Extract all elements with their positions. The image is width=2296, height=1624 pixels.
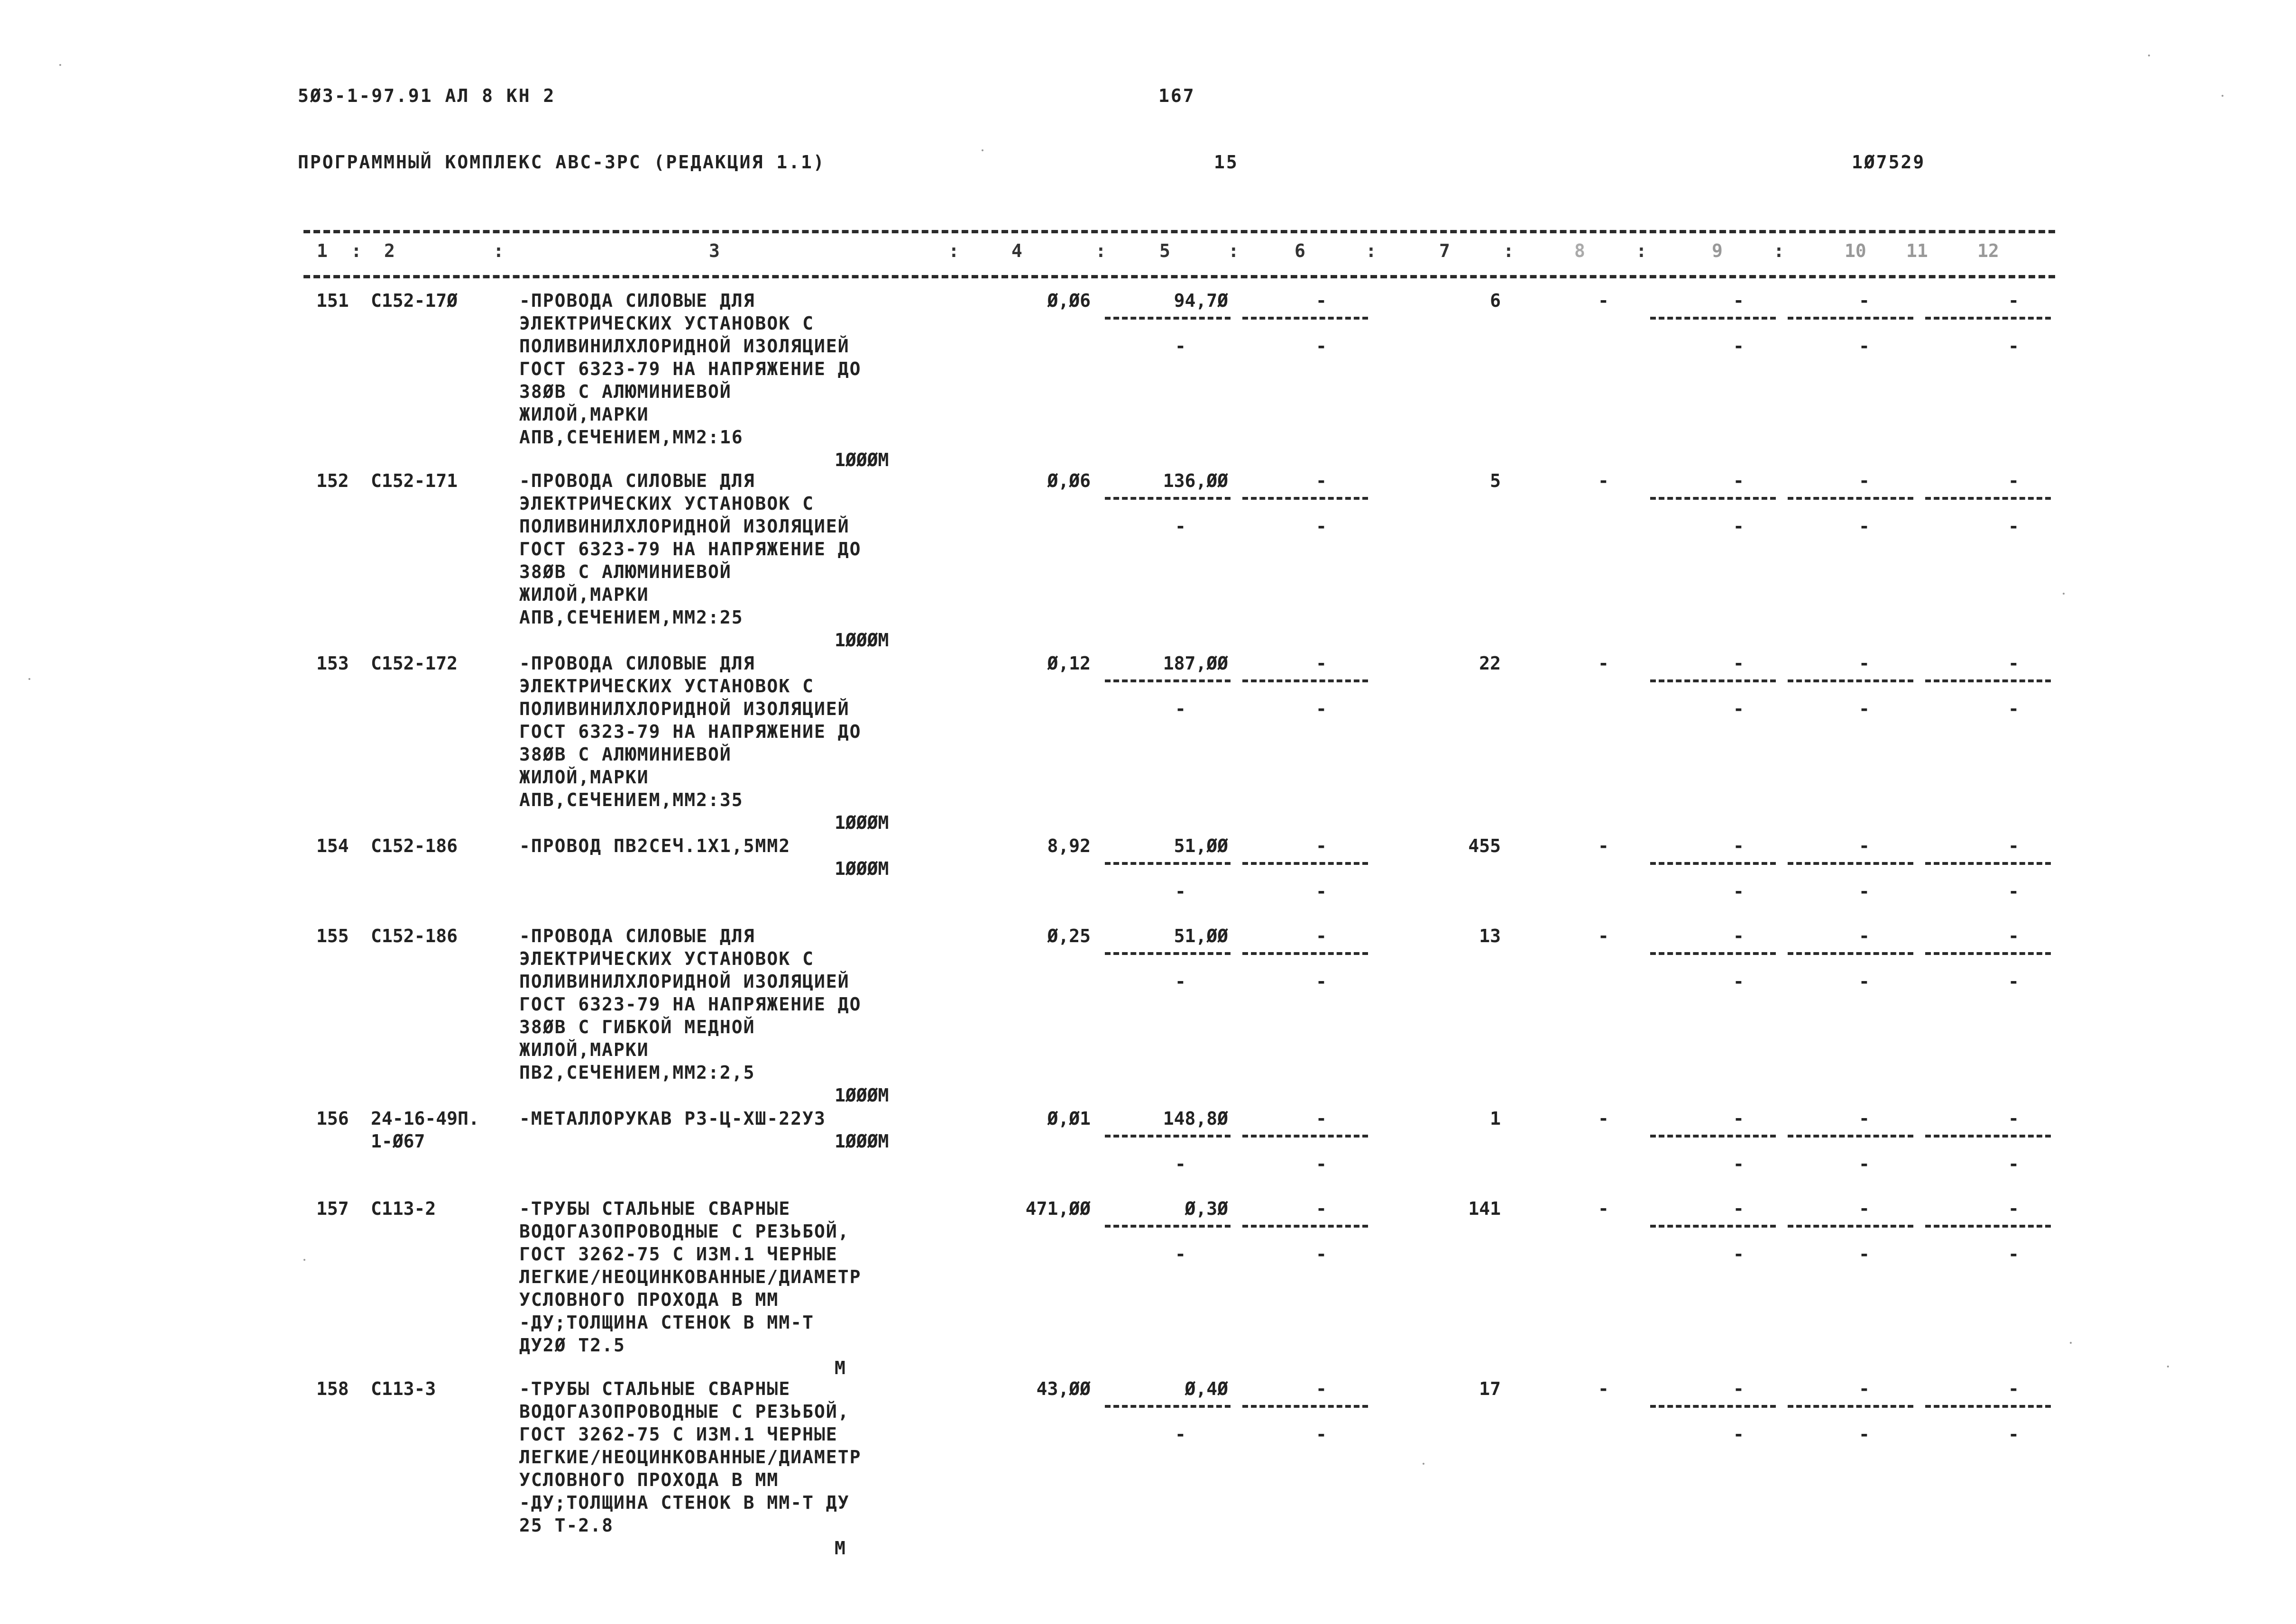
cell-col8: - bbox=[1598, 1378, 1609, 1399]
cell-col10-sub: - bbox=[1859, 516, 1870, 537]
cell-divider bbox=[1242, 497, 1368, 500]
cell-divider bbox=[1105, 679, 1231, 682]
cell-col4: Ø,Ø1 bbox=[1047, 1108, 1091, 1129]
cell-col11: - bbox=[2008, 835, 2019, 856]
cell-col9: - bbox=[1733, 1378, 1744, 1399]
cell-col9-sub: - bbox=[1733, 516, 1744, 537]
cell-col7: 13 bbox=[1479, 926, 1501, 946]
cell-divider bbox=[1650, 1135, 1776, 1138]
row-description: -ПРОВОДА СИЛОВЫЕ ДЛЯ ЭЛЕКТРИЧЕСКИХ УСТАНОВОК С ПОЛИВИНИЛХЛОРИДНОЙ ИЗОЛЯЦИЕЙ ГОСТ 6323-79 НА НАПРЯЖЕНИЕ ДО 38ØВ С АЛЮМИНИЕВОЙ ЖИЛОЙ,МАРКИ АПВ,СЕЧЕНИЕМ,ММ2:35 bbox=[519, 653, 862, 810]
cell-divider bbox=[1242, 679, 1368, 682]
column-header: 10 bbox=[1845, 240, 1866, 261]
row-code: С113-2 bbox=[371, 1198, 436, 1219]
cell-col8: - bbox=[1598, 1108, 1609, 1129]
cell-col7: 17 bbox=[1479, 1378, 1501, 1399]
column-header: 11 bbox=[1906, 240, 1928, 261]
cell-col8: - bbox=[1598, 653, 1609, 674]
cell-col4: Ø,Ø6 bbox=[1047, 290, 1091, 311]
table-head-rule bbox=[303, 275, 2055, 278]
cell-col7: 1 bbox=[1490, 1108, 1501, 1129]
column-header: 5 bbox=[1159, 240, 1170, 261]
cell-col5-sub: - bbox=[1175, 971, 1186, 992]
cell-divider bbox=[1788, 679, 1913, 682]
cell-col5: Ø,4Ø bbox=[1185, 1378, 1228, 1399]
cell-divider bbox=[1650, 952, 1776, 955]
cell-col8: - bbox=[1598, 926, 1609, 946]
cell-col9: - bbox=[1733, 653, 1744, 674]
cell-col10-sub: - bbox=[1859, 1154, 1870, 1174]
row-number: 151 bbox=[316, 290, 349, 311]
scan-speck bbox=[59, 64, 61, 66]
cell-col4: 8,92 bbox=[1047, 835, 1091, 856]
cell-col6-sub: - bbox=[1316, 516, 1327, 537]
cell-col4: 43,ØØ bbox=[1036, 1378, 1091, 1399]
cell-col9-sub: - bbox=[1733, 881, 1744, 902]
cell-col9-sub: - bbox=[1733, 1244, 1744, 1265]
cell-col6: - bbox=[1316, 470, 1327, 491]
scan-speck bbox=[982, 149, 983, 151]
cell-col11: - bbox=[2008, 470, 2019, 491]
cell-col5-sub: - bbox=[1175, 881, 1186, 902]
row-number: 154 bbox=[316, 835, 349, 856]
column-header: 4 bbox=[1011, 240, 1022, 261]
cell-divider bbox=[1105, 952, 1231, 955]
cell-divider bbox=[1925, 1225, 2051, 1228]
cell-divider bbox=[1650, 1225, 1776, 1228]
cell-divider bbox=[1788, 1405, 1913, 1408]
cell-col5: 51,ØØ bbox=[1174, 835, 1228, 856]
cell-col5: 148,8Ø bbox=[1163, 1108, 1228, 1129]
cell-col9: - bbox=[1733, 1108, 1744, 1129]
row-description: -ТРУБЫ СТАЛЬНЫЕ СВАРНЫЕ ВОДОГАЗОПРОВОДНЫЕ С РЕЗЬБОЙ, ГОСТ 3262-75 С ИЗМ.1 ЧЕРНЫЕ ЛЕГКИЕ/НЕОЦИНКОВАННЫЕ/ДИАМЕТР УСЛОВНОГО ПРОХОДА В ММ -ДУ;ТОЛЩИНА СТЕНОК В ММ-Т ДУ 25 Т-2.8 bbox=[519, 1378, 862, 1536]
cell-divider bbox=[1242, 1135, 1368, 1138]
cell-divider bbox=[1242, 317, 1368, 320]
cell-col11: - bbox=[2008, 1198, 2019, 1219]
cell-col5-sub: - bbox=[1175, 1244, 1186, 1265]
cell-col10: - bbox=[1859, 290, 1870, 311]
cell-col8: - bbox=[1598, 470, 1609, 491]
cell-col7: 455 bbox=[1468, 835, 1501, 856]
scan-speck bbox=[2222, 95, 2223, 97]
cell-col6-sub: - bbox=[1316, 881, 1327, 902]
cell-col10: - bbox=[1859, 1378, 1870, 1399]
cell-divider bbox=[1788, 862, 1913, 865]
cell-col4: 471,ØØ bbox=[1025, 1198, 1091, 1219]
cell-col9-sub: - bbox=[1733, 1154, 1744, 1174]
cell-col5: 94,7Ø bbox=[1174, 290, 1228, 311]
scan-speck bbox=[1423, 1463, 1424, 1465]
scan-speck bbox=[2063, 593, 2065, 595]
cell-divider bbox=[1650, 1405, 1776, 1408]
cell-col9-sub: - bbox=[1733, 971, 1744, 992]
cell-divider bbox=[1105, 1135, 1231, 1138]
cell-col11: - bbox=[2008, 1378, 2019, 1399]
cell-divider bbox=[1925, 1405, 2051, 1408]
cell-col5-sub: - bbox=[1175, 516, 1186, 537]
row-number: 155 bbox=[316, 926, 349, 946]
cell-col6: - bbox=[1316, 290, 1327, 311]
page-number: 167 bbox=[1158, 85, 1195, 106]
cell-col7: 5 bbox=[1490, 470, 1501, 491]
cell-col10-sub: - bbox=[1859, 336, 1870, 357]
cell-col7: 6 bbox=[1490, 290, 1501, 311]
cell-col11-sub: - bbox=[2008, 698, 2019, 719]
cell-col6: - bbox=[1316, 1198, 1327, 1219]
cell-col9: - bbox=[1733, 470, 1744, 491]
column-header-row: 1 : 2 : 3 : 4 : 5 : 6 : 7 : 8 : 9 : 10 11 12 bbox=[317, 240, 1999, 261]
cell-col4: Ø,12 bbox=[1047, 653, 1091, 674]
cell-divider bbox=[1925, 1135, 2051, 1138]
cell-col9-sub: - bbox=[1733, 336, 1744, 357]
column-header: 8 bbox=[1574, 240, 1585, 261]
cell-divider bbox=[1925, 497, 2051, 500]
cell-divider bbox=[1788, 497, 1913, 500]
cell-col11-sub: - bbox=[2008, 1244, 2019, 1265]
cell-col10-sub: - bbox=[1859, 971, 1870, 992]
cell-col10: - bbox=[1859, 1108, 1870, 1129]
row-description: -ПРОВОДА СИЛОВЫЕ ДЛЯ ЭЛЕКТРИЧЕСКИХ УСТАНОВОК С ПОЛИВИНИЛХЛОРИДНОЙ ИЗОЛЯЦИЕЙ ГОСТ 6323-79 НА НАПРЯЖЕНИЕ ДО 38ØВ С АЛЮМИНИЕВОЙ ЖИЛОЙ,МАРКИ АПВ,СЕЧЕНИЕМ,ММ2:25 bbox=[519, 470, 862, 628]
cell-col5: Ø,3Ø bbox=[1185, 1198, 1228, 1219]
cell-divider bbox=[1925, 317, 2051, 320]
column-header: 1 bbox=[317, 240, 328, 261]
scan-speck bbox=[303, 1259, 305, 1261]
column-header: 2 bbox=[384, 240, 395, 261]
cell-col6: - bbox=[1316, 1378, 1327, 1399]
row-code: С152-172 bbox=[371, 653, 458, 674]
scan-speck bbox=[2167, 1366, 2169, 1367]
cell-divider bbox=[1242, 1225, 1368, 1228]
row-unit: 1ØØØМ bbox=[835, 450, 889, 470]
cell-divider bbox=[1925, 952, 2051, 955]
column-header: 6 bbox=[1295, 240, 1305, 261]
cell-divider bbox=[1650, 497, 1776, 500]
row-number: 152 bbox=[316, 470, 349, 491]
row-unit: 1ØØØМ bbox=[835, 812, 889, 833]
cell-divider bbox=[1650, 679, 1776, 682]
cell-col9: - bbox=[1733, 835, 1744, 856]
row-description: -ТРУБЫ СТАЛЬНЫЕ СВАРНЫЕ ВОДОГАЗОПРОВОДНЫЕ С РЕЗЬБОЙ, ГОСТ 3262-75 С ИЗМ.1 ЧЕРНЫЕ ЛЕГКИЕ/НЕОЦИНКОВАННЫЕ/ДИАМЕТР УСЛОВНОГО ПРОХОДА В ММ -ДУ;ТОЛЩИНА СТЕНОК В ММ-Т ДУ2Ø Т2.5 bbox=[519, 1198, 862, 1356]
row-number: 153 bbox=[316, 653, 349, 674]
cell-divider bbox=[1788, 952, 1913, 955]
cell-col5-sub: - bbox=[1175, 1424, 1186, 1445]
cell-divider bbox=[1242, 1405, 1368, 1408]
cell-col5-sub: - bbox=[1175, 698, 1186, 719]
cell-divider bbox=[1105, 862, 1231, 865]
cell-divider bbox=[1105, 497, 1231, 500]
row-code: 24-16-49П. 1-Ø67 bbox=[371, 1108, 479, 1152]
cell-col8: - bbox=[1598, 1198, 1609, 1219]
document-reference: 5Ø3-1-97.91 АЛ 8 КН 2 bbox=[298, 85, 556, 106]
cell-col6-sub: - bbox=[1316, 971, 1327, 992]
row-code: С152-171 bbox=[371, 470, 458, 491]
cell-divider bbox=[1242, 862, 1368, 865]
cell-divider bbox=[1788, 1135, 1913, 1138]
cell-divider bbox=[1788, 317, 1913, 320]
cell-col11: - bbox=[2008, 926, 2019, 946]
cell-col5: 187,ØØ bbox=[1163, 653, 1228, 674]
cell-col10-sub: - bbox=[1859, 1244, 1870, 1265]
cell-col9: - bbox=[1733, 1198, 1744, 1219]
cell-col10: - bbox=[1859, 653, 1870, 674]
row-unit: 1ØØØМ bbox=[835, 630, 889, 651]
cell-col8: - bbox=[1598, 835, 1609, 856]
cell-col9: - bbox=[1733, 926, 1744, 946]
cell-col11-sub: - bbox=[2008, 336, 2019, 357]
cell-col11-sub: - bbox=[2008, 1424, 2019, 1445]
column-header: 12 bbox=[1977, 240, 1999, 261]
scan-speck bbox=[2070, 1342, 2072, 1344]
cell-col6-sub: - bbox=[1316, 336, 1327, 357]
row-description: -МЕТАЛЛОРУКАВ Р3-Ц-ХШ-22У3 bbox=[519, 1108, 826, 1129]
column-header: 9 bbox=[1712, 240, 1723, 261]
row-number: 157 bbox=[316, 1198, 349, 1219]
cell-col11-sub: - bbox=[2008, 516, 2019, 537]
cell-divider bbox=[1925, 862, 2051, 865]
row-unit: 1ØØØМ bbox=[835, 1131, 889, 1152]
cell-col11-sub: - bbox=[2008, 971, 2019, 992]
cell-divider bbox=[1650, 862, 1776, 865]
row-description: -ПРОВОД ПВ2СЕЧ.1Х1,5ММ2 bbox=[519, 835, 791, 856]
cell-col6-sub: - bbox=[1316, 698, 1327, 719]
cell-col9-sub: - bbox=[1733, 1424, 1744, 1445]
program-title: ПРОГРАММНЫЙ КОМПЛЕКС АВС-3РС (РЕДАКЦИЯ 1.1) bbox=[298, 152, 826, 173]
cell-col11-sub: - bbox=[2008, 1154, 2019, 1174]
cell-divider bbox=[1242, 952, 1368, 955]
cell-col10: - bbox=[1859, 835, 1870, 856]
cell-col6: - bbox=[1316, 653, 1327, 674]
cell-col5: 136,ØØ bbox=[1163, 470, 1228, 491]
cell-col5-sub: - bbox=[1175, 1154, 1186, 1174]
document-code: 1Ø7529 bbox=[1852, 152, 1926, 173]
cell-col6-sub: - bbox=[1316, 1244, 1327, 1265]
cell-col6-sub: - bbox=[1316, 1424, 1327, 1445]
cell-col11-sub: - bbox=[2008, 881, 2019, 902]
cell-divider bbox=[1105, 1225, 1231, 1228]
scan-speck bbox=[2148, 55, 2150, 56]
cell-col6: - bbox=[1316, 1108, 1327, 1129]
row-description: -ПРОВОДА СИЛОВЫЕ ДЛЯ ЭЛЕКТРИЧЕСКИХ УСТАНОВОК С ПОЛИВИНИЛХЛОРИДНОЙ ИЗОЛЯЦИЕЙ ГОСТ 6323-79 НА НАПРЯЖЕНИЕ ДО 38ØВ С АЛЮМИНИЕВОЙ ЖИЛОЙ,МАРКИ АПВ,СЕЧЕНИЕМ,ММ2:16 bbox=[519, 290, 862, 448]
cell-col9: - bbox=[1733, 290, 1744, 311]
row-unit: М bbox=[835, 1538, 845, 1559]
cell-col10-sub: - bbox=[1859, 698, 1870, 719]
cell-col10: - bbox=[1859, 470, 1870, 491]
cell-col7: 141 bbox=[1468, 1198, 1501, 1219]
row-number: 156 bbox=[316, 1108, 349, 1129]
cell-col10: - bbox=[1859, 926, 1870, 946]
cell-col6: - bbox=[1316, 926, 1327, 946]
row-code: С113-3 bbox=[371, 1378, 436, 1399]
row-code: С152-186 bbox=[371, 926, 458, 946]
sheet-number: 15 bbox=[1214, 152, 1239, 173]
cell-col10-sub: - bbox=[1859, 1424, 1870, 1445]
cell-divider bbox=[1925, 679, 2051, 682]
cell-col6-sub: - bbox=[1316, 1154, 1327, 1174]
cell-col4: Ø,Ø6 bbox=[1047, 470, 1091, 491]
cell-col5-sub: - bbox=[1175, 336, 1186, 357]
cell-divider bbox=[1105, 1405, 1231, 1408]
cell-col7: 22 bbox=[1479, 653, 1501, 674]
cell-col8: - bbox=[1598, 290, 1609, 311]
cell-col11: - bbox=[2008, 1108, 2019, 1129]
cell-col5: 51,ØØ bbox=[1174, 926, 1228, 946]
table-top-rule bbox=[303, 230, 2055, 233]
row-code: С152-186 bbox=[371, 835, 458, 856]
cell-divider bbox=[1650, 317, 1776, 320]
cell-col4: Ø,25 bbox=[1047, 926, 1091, 946]
row-description: -ПРОВОДА СИЛОВЫЕ ДЛЯ ЭЛЕКТРИЧЕСКИХ УСТАНОВОК С ПОЛИВИНИЛХЛОРИДНОЙ ИЗОЛЯЦИЕЙ ГОСТ 6323-79 НА НАПРЯЖЕНИЕ ДО 38ØВ С ГИБКОЙ МЕДНОЙ ЖИЛОЙ,МАРКИ ПВ2,СЕЧЕНИЕМ,ММ2:2,5 bbox=[519, 926, 862, 1083]
cell-col11: - bbox=[2008, 290, 2019, 311]
cell-col10: - bbox=[1859, 1198, 1870, 1219]
cell-divider bbox=[1788, 1225, 1913, 1228]
column-header: 3 bbox=[709, 240, 720, 261]
scan-speck bbox=[28, 678, 30, 680]
cell-col11: - bbox=[2008, 653, 2019, 674]
row-unit: 1ØØØМ bbox=[835, 1085, 889, 1106]
row-number: 158 bbox=[316, 1378, 349, 1399]
row-unit: М bbox=[835, 1358, 845, 1378]
cell-col9-sub: - bbox=[1733, 698, 1744, 719]
column-header: 7 bbox=[1439, 240, 1450, 261]
row-unit: 1ØØØМ bbox=[835, 858, 889, 879]
row-code: С152-17Ø bbox=[371, 290, 458, 311]
cell-col10-sub: - bbox=[1859, 881, 1870, 902]
cell-col6: - bbox=[1316, 835, 1327, 856]
cell-divider bbox=[1105, 317, 1231, 320]
